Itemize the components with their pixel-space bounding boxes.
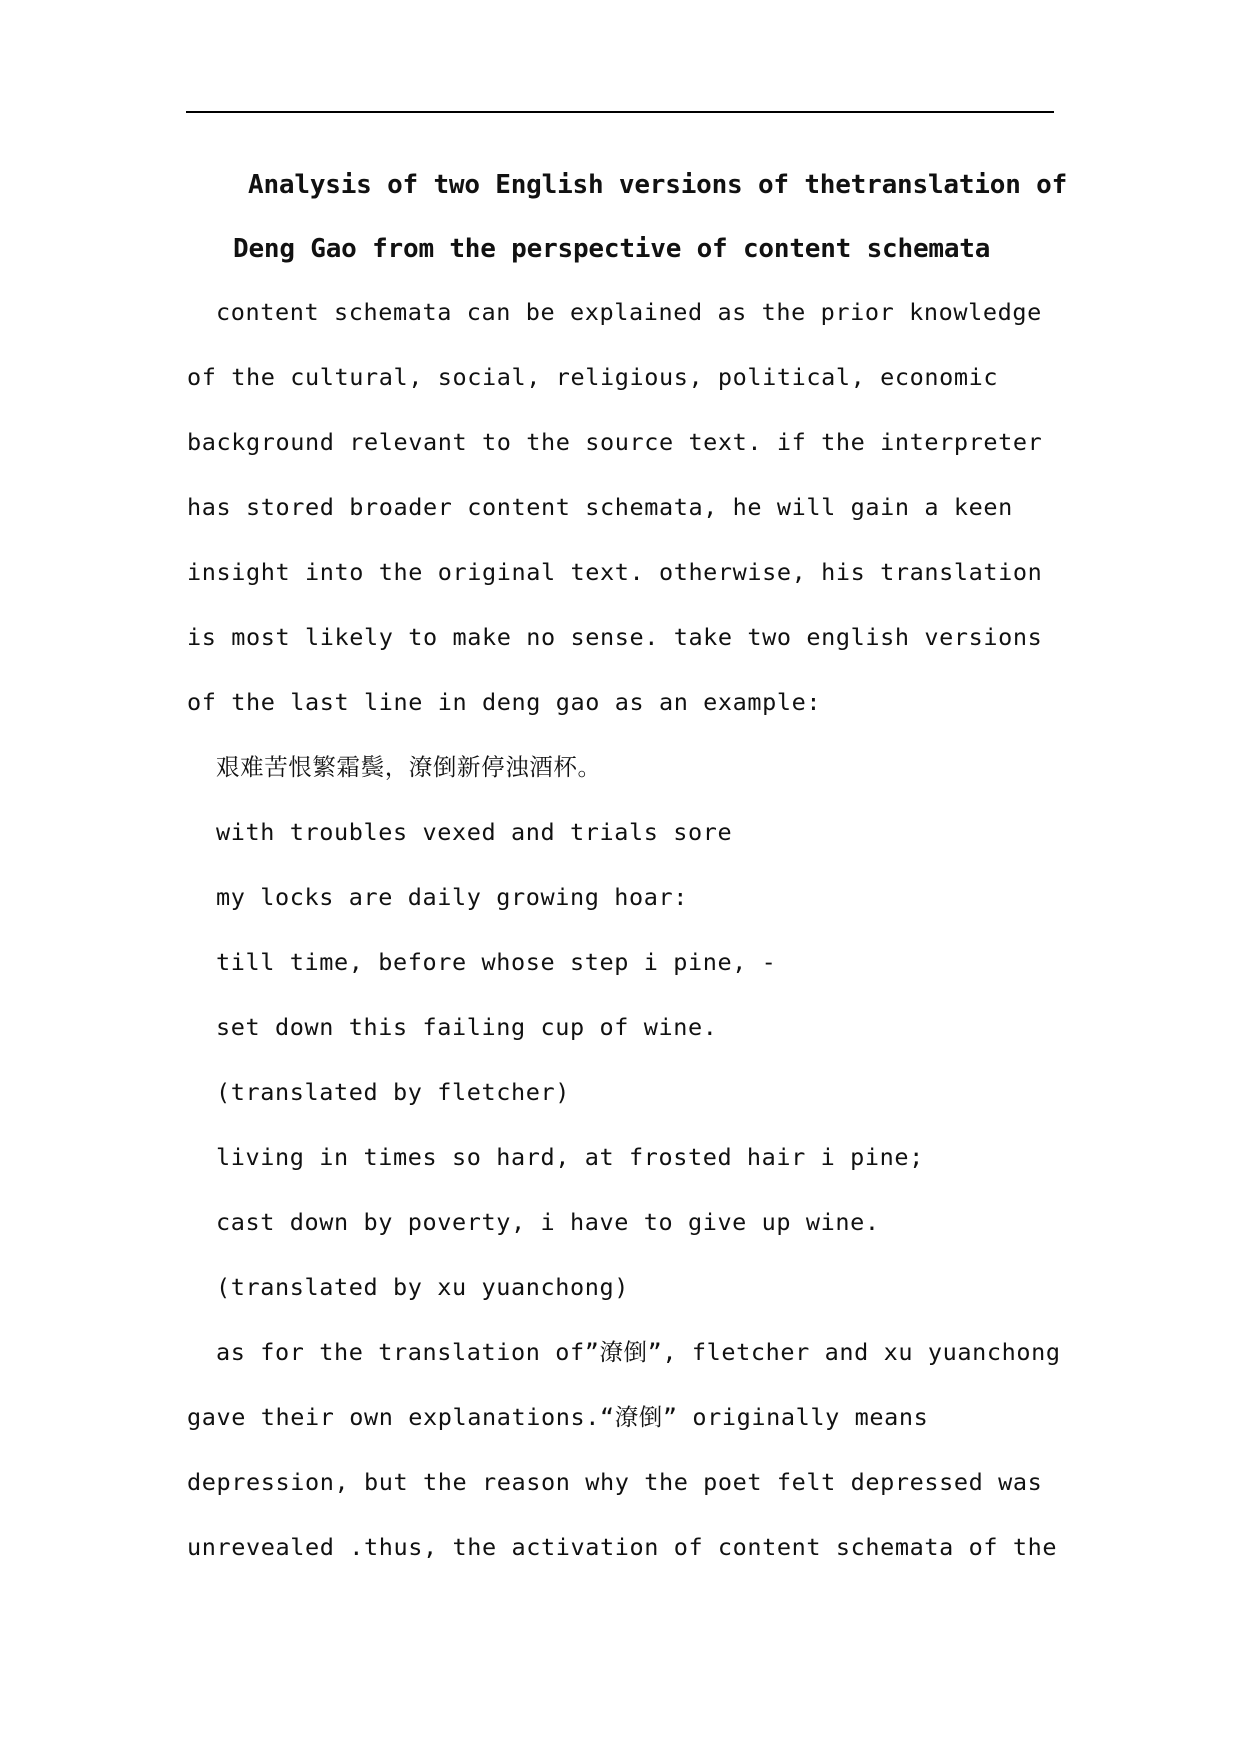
translator-credit: (translated by xu yuanchong) bbox=[216, 1273, 629, 1301]
poem-translation-line: with troubles vexed and trials sore bbox=[216, 818, 733, 846]
body-line: of the last line in deng gao as an example: bbox=[187, 688, 822, 716]
body-line: of the cultural, social, religious, political, economic bbox=[187, 363, 999, 391]
translator-credit: (translated by fletcher) bbox=[216, 1078, 570, 1106]
poem-translation-line: till time, before whose step i pine, - bbox=[216, 948, 777, 976]
poem-translation-line: set down this failing cup of wine. bbox=[216, 1013, 718, 1041]
header-rule bbox=[186, 111, 1054, 113]
poem-translation-line: my locks are daily growing hoar: bbox=[216, 883, 688, 911]
body-line: unrevealed .thus, the activation of content schemata of the bbox=[187, 1533, 1058, 1561]
body-line: content schemata can be explained as the prior knowledge bbox=[216, 298, 1042, 326]
poem-translation-line: living in times so hard, at frosted hair i pine; bbox=[216, 1143, 924, 1171]
body-line: background relevant to the source text. if the interpreter bbox=[187, 428, 1043, 456]
body-line: insight into the original text. otherwise, his translation bbox=[187, 558, 1043, 586]
document-title-line-2: Deng Gao from the perspective of content schemata bbox=[233, 234, 991, 264]
body-line: depression, but the reason why the poet felt depressed was bbox=[187, 1468, 1043, 1496]
body-line: gave their own explanations.“潦倒” originally means bbox=[187, 1403, 929, 1431]
body-line: as for the translation of”潦倒”, fletcher and xu yuanchong bbox=[216, 1338, 1061, 1366]
poem-original-line: 艰难苦恨繁霜鬓，潦倒新停浊酒杯。 bbox=[216, 753, 602, 781]
poem-translation-line: cast down by poverty, i have to give up wine. bbox=[216, 1208, 880, 1236]
document-title-line-1: Analysis of two English versions of thetranslation of bbox=[248, 170, 1068, 200]
body-line: has stored broader content schemata, he will gain a keen bbox=[187, 493, 1013, 521]
body-line: is most likely to make no sense. take two english versions bbox=[187, 623, 1043, 651]
